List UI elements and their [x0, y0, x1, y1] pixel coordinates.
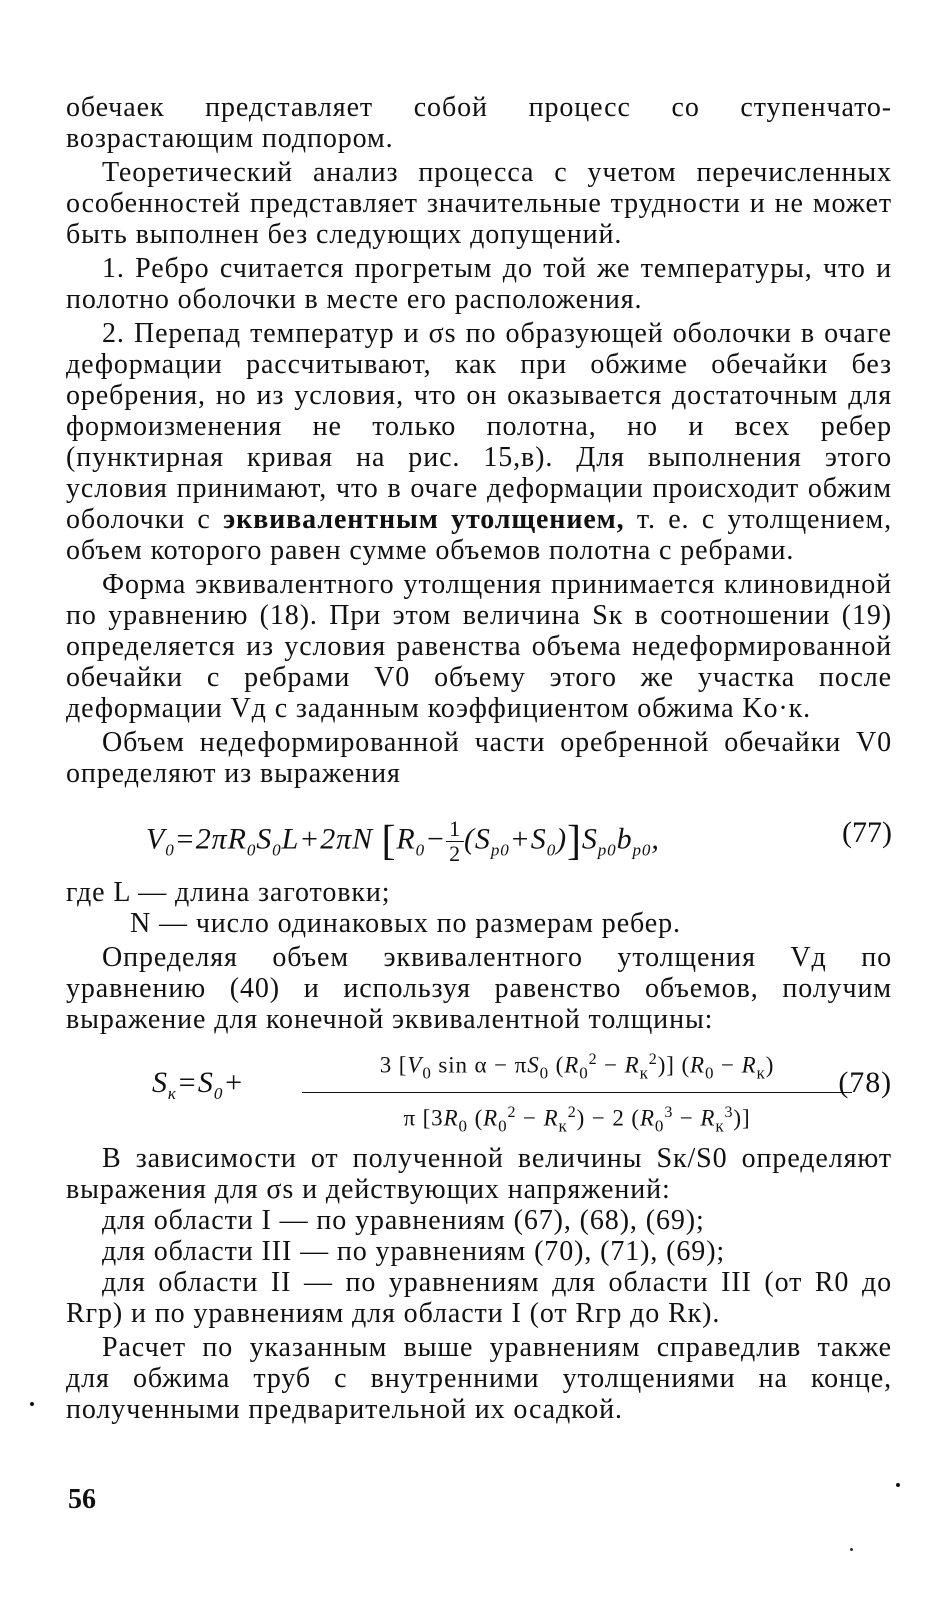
assumption-2-bold-term: эквивалентным утолщением,	[223, 504, 625, 535]
area-III: для области III — по уравнениям (70), (71), (69);	[102, 1236, 726, 1267]
equation-78-denominator: π [$3R_0$ $(R_0^2 - R_к^2) - 2$ $(R_0^3 - R_к^3)$]	[403, 1104, 751, 1136]
paragraph-volume-intro: Объем недеформированной части оребренной обечайки V0 определяют из выражения	[66, 727, 892, 789]
equation-78-fraction	[302, 1041, 852, 1147]
equation-77	[66, 799, 892, 873]
area-II: для области II — по уравнениям для области III (от R0 до Rгр) и по уравнениям для области I (от Rгр до Rк).	[66, 1267, 892, 1329]
paragraph-analysis: Теоретический анализ процесса с учетом перечисленных особенностей представляет значительные трудности и не может быть выполнен без следующих допущений.	[66, 157, 892, 250]
equation-77-number: (77)	[842, 816, 892, 849]
assumption-2-tail: т. е. с утолщением, объем которого равен сумме объемов полотна с ребрами.	[66, 504, 892, 566]
assumption-2	[66, 318, 892, 566]
assumption-1: 1. Ребро считается прогретым до той же температуры, что и полотно оболочки в месте его расположения.	[66, 253, 892, 315]
assumption-2-text: 2. Перепад температур и σs по образующей оболочки в очаге деформации рассчитывают, как при обжиме обечайки без оребрения, но из условия, что он оказывается достаточным для формоизменения не только полотна, но и всех ребер (пунктирная кривая на рис. 15,в). Для выполнения этого условия принимают, что в очаге деформации происходит обжим оболочки с	[66, 318, 892, 535]
margin-dot-left	[30, 1402, 34, 1406]
page-body	[66, 92, 892, 1425]
equation-78-numerator: 3 [$V_0$ $\sin \alpha - \pi S_0$ $(R_0^2 - R_к^2)$] $(R_0 - R_к)$	[302, 1041, 852, 1093]
margin-speck	[850, 1548, 853, 1551]
equation-78-lhs: $S_к=S_0+$	[152, 1066, 245, 1103]
definition-L: где L — длина заготовки;	[66, 877, 391, 908]
paragraph-intro: обечаек представляет собой процесс со ступенчато-возрастающим подпором.	[66, 92, 892, 154]
area-I: для области I — по уравнениям (67), (68), (69);	[102, 1205, 705, 1236]
paragraph-conclusion: Расчет по указанным выше уравнениям справедлив также для обжима труб с внутренними утолщениями на конце, полученными предварительной их осадкой.	[66, 1332, 892, 1425]
paragraph-dependency: В зависимости от полученной величины Sк/S0 определяют выражения для σs и действующих напряжений:	[66, 1143, 892, 1205]
equation-77-body: $V_0=2\pi R_0S_0L+2\pi N$ [$R_0-$ $\frac{1}{2}$ $(S_{р0}+S_0)]S_{р0}b_{р0}$,	[146, 816, 660, 866]
equation-78	[66, 1041, 892, 1136]
margin-dot-right	[896, 1483, 900, 1487]
equation-78-number: (78)	[838, 1066, 892, 1099]
paragraph-equivalent-form: Форма эквивалентного утолщения принимается клиновидной по уравнению (18). При этом величина Sк в соотношении (19) определяется из условия равенства объема недеформированной обечайки с ребрами V0 объему этого же участка после деформации Vд с заданным коэффициентом обжима Kо·к.	[66, 569, 892, 724]
paragraph-final-thickness: Определяя объем эквивалентного утолщения Vд по уравнению (40) и используя равенство объемов, получим выражение для конечной эквивалентной толщины:	[66, 942, 892, 1035]
definition-N: N — число одинаковых по размерам ребер.	[130, 908, 681, 939]
page-number: 56	[68, 1484, 96, 1515]
